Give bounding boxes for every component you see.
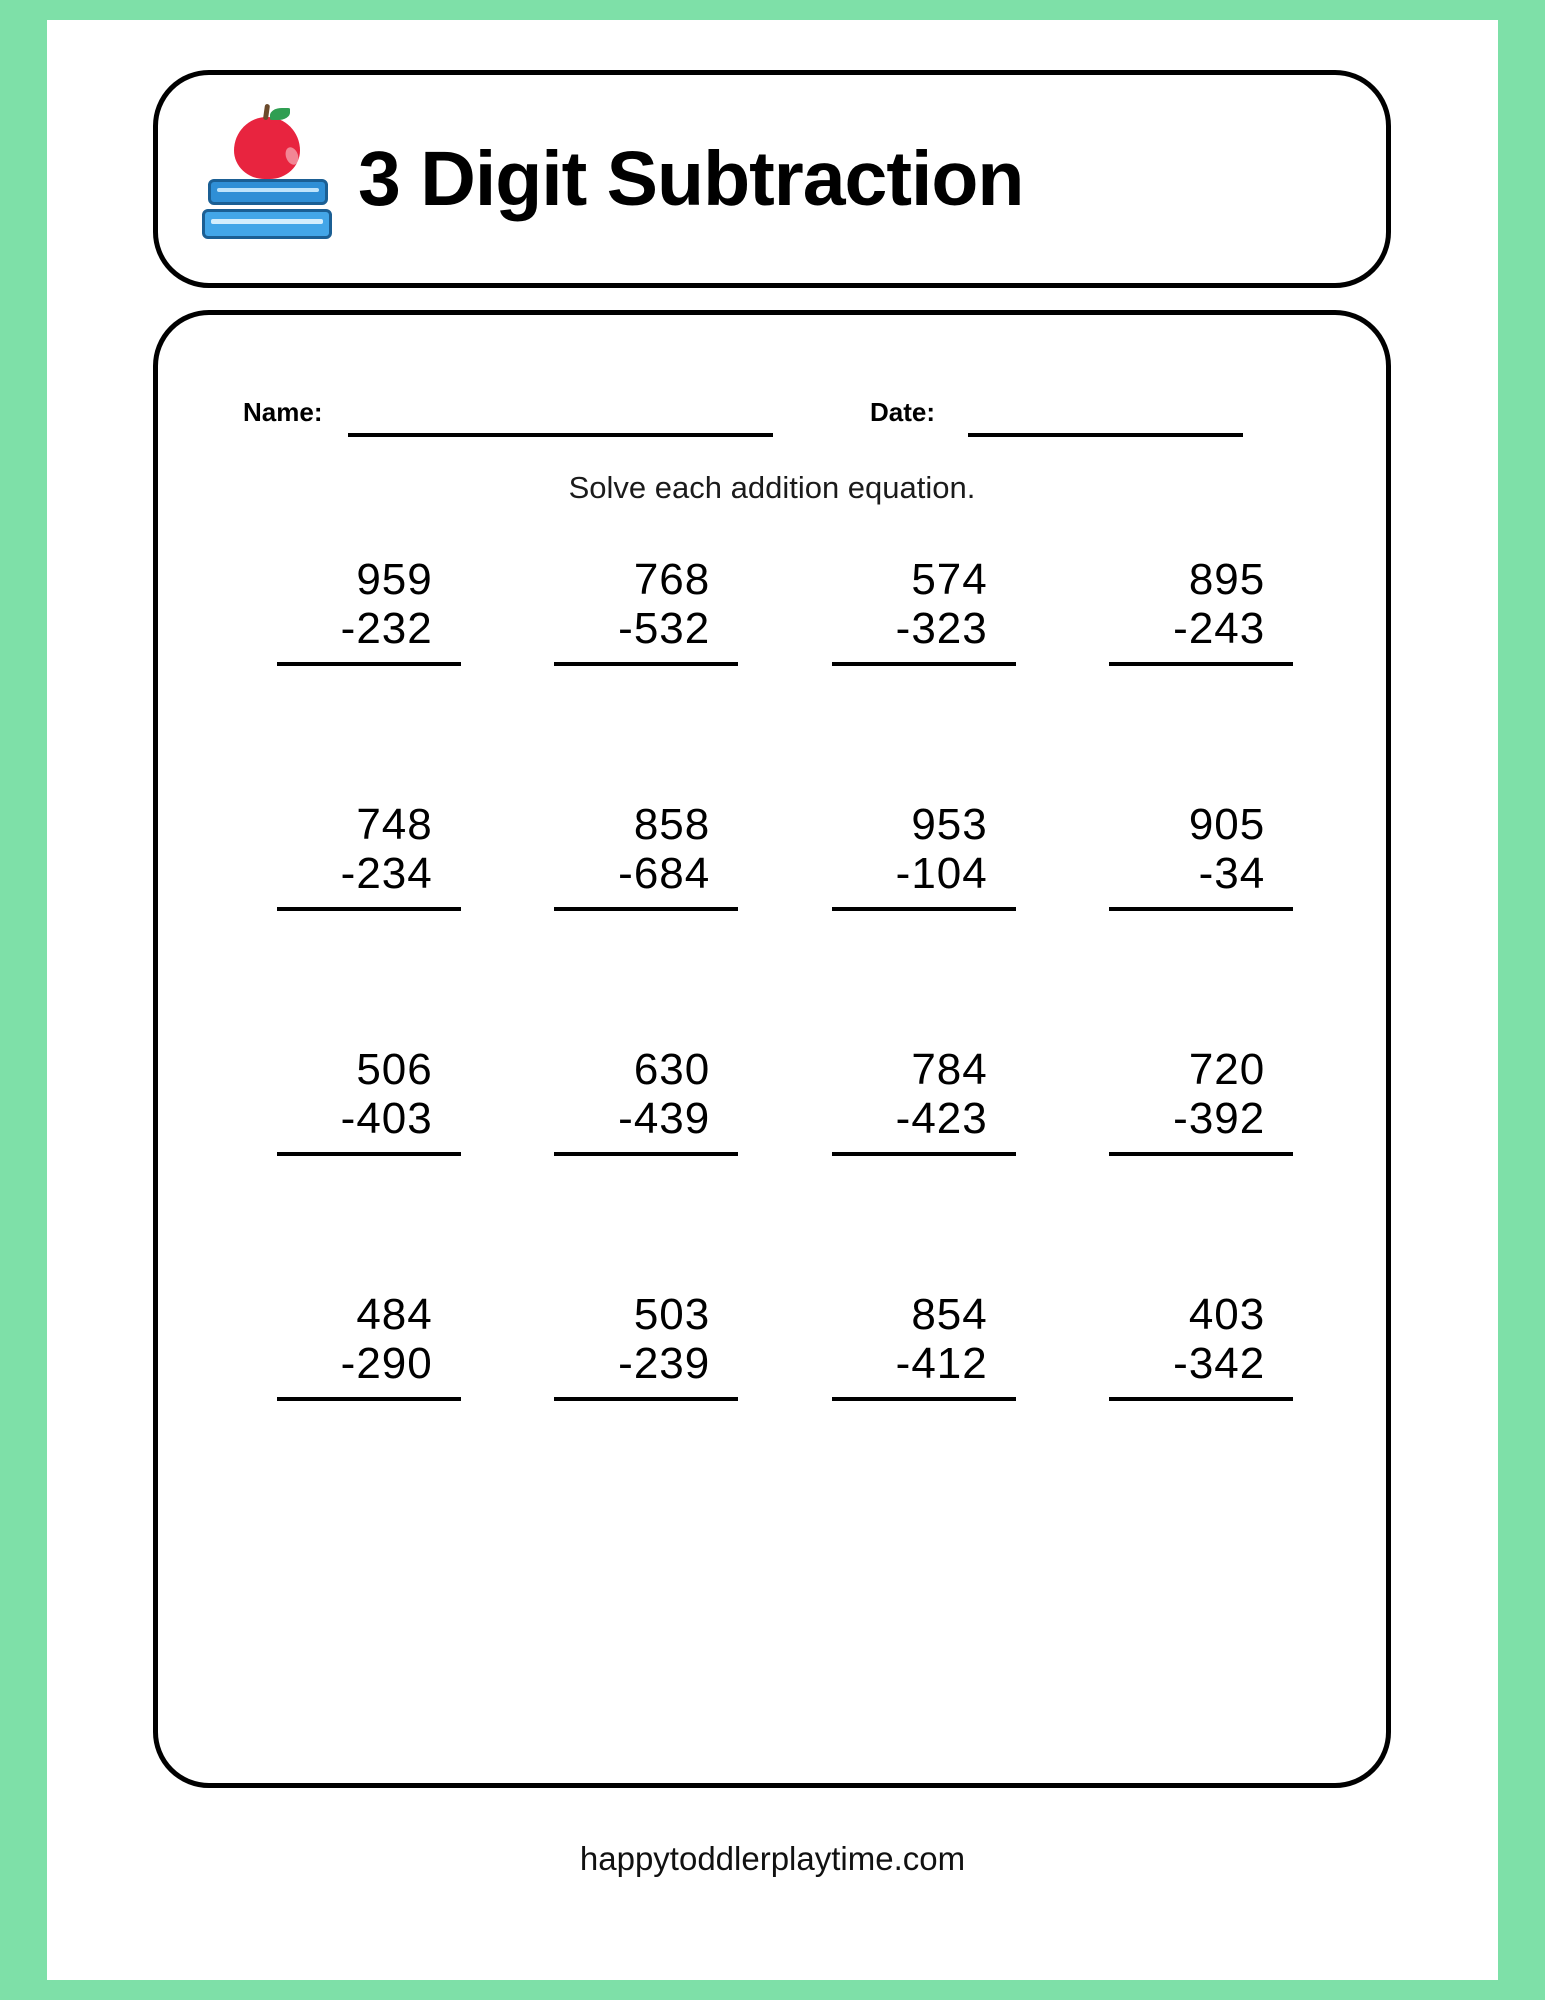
problem-item (816, 555, 1016, 800)
problem-item (261, 1290, 461, 1535)
subtrahend: -232 (340, 604, 433, 654)
answer-line[interactable] (832, 662, 1016, 666)
apple-shine (283, 145, 300, 166)
answer-line[interactable] (277, 907, 461, 911)
answer-line[interactable] (554, 907, 738, 911)
minuend: 784 (911, 1045, 988, 1094)
answer-line[interactable] (832, 1397, 1016, 1401)
answer-line[interactable] (1109, 907, 1293, 911)
answer-line[interactable] (554, 1397, 738, 1401)
minuend: 895 (1188, 555, 1266, 604)
answer-line[interactable] (832, 1152, 1016, 1156)
problem-item (1093, 800, 1293, 1045)
minuend: 768 (633, 555, 711, 604)
subtrahend: -412 (895, 1339, 988, 1389)
problem-item (538, 1045, 738, 1290)
worksheet-page (47, 20, 1498, 1980)
subtrahend: -290 (340, 1339, 433, 1389)
minuend: 484 (356, 1290, 433, 1339)
answer-line[interactable] (277, 1152, 461, 1156)
worksheet-card (153, 310, 1391, 1788)
page-title: 3 Digit Subtraction (358, 135, 1024, 222)
date-label: Date: (870, 397, 936, 427)
minuend: 503 (633, 1290, 711, 1339)
subtrahend: -104 (895, 849, 988, 899)
subtrahend: -243 (1173, 604, 1266, 654)
answer-line[interactable] (277, 1397, 461, 1401)
problem-item (538, 555, 738, 800)
answer-line[interactable] (1109, 1397, 1293, 1401)
minuend: 720 (1188, 1045, 1266, 1094)
minuend: 506 (356, 1045, 433, 1094)
date-input-line[interactable] (968, 433, 1243, 437)
problem-item (1093, 555, 1293, 800)
title-card (153, 70, 1391, 288)
minuend: 403 (1188, 1290, 1266, 1339)
subtrahend: -342 (1173, 1339, 1266, 1389)
answer-line[interactable] (554, 1152, 738, 1156)
problem-item (261, 555, 461, 800)
subtrahend: -234 (340, 849, 433, 899)
book-bottom-icon (202, 209, 332, 239)
minuend: 858 (633, 800, 711, 849)
problem-item (538, 1290, 738, 1535)
subtrahend: -423 (895, 1094, 988, 1144)
name-input-line[interactable] (348, 433, 773, 437)
problem-item (816, 800, 1016, 1045)
problem-item (816, 1290, 1016, 1535)
subtrahend: -532 (618, 604, 711, 654)
problem-grid (222, 555, 1332, 1535)
answer-line[interactable] (277, 662, 461, 666)
answer-line[interactable] (1109, 662, 1293, 666)
subtrahend: -439 (618, 1094, 711, 1144)
answer-line[interactable] (1109, 1152, 1293, 1156)
subtrahend: -323 (895, 604, 988, 654)
minuend: 905 (1188, 800, 1266, 849)
problem-item (816, 1045, 1016, 1290)
apple-icon (234, 117, 300, 179)
apple-on-books-icon (194, 99, 344, 259)
instructions-text: Solve each addition equation. (568, 470, 976, 505)
minuend: 630 (633, 1045, 711, 1094)
subtrahend: -34 (1198, 849, 1266, 899)
problem-item (538, 800, 738, 1045)
subtrahend: -392 (1173, 1094, 1266, 1144)
minuend: 953 (911, 800, 988, 849)
answer-line[interactable] (832, 907, 1016, 911)
problem-item (1093, 1045, 1293, 1290)
footer-website: happytoddlerplaytime.com (579, 1840, 966, 1877)
answer-line[interactable] (554, 662, 738, 666)
subtrahend: -403 (340, 1094, 433, 1144)
problem-item (1093, 1290, 1293, 1535)
minuend: 854 (911, 1290, 988, 1339)
subtrahend: -684 (618, 849, 711, 899)
book-top-icon (208, 179, 328, 205)
name-label: Name: (243, 397, 323, 427)
minuend: 748 (356, 800, 433, 849)
problem-item (261, 800, 461, 1045)
minuend: 959 (356, 555, 433, 604)
minuend: 574 (911, 555, 988, 604)
subtrahend: -239 (618, 1339, 711, 1389)
student-info-row (158, 393, 1386, 433)
problem-item (261, 1045, 461, 1290)
